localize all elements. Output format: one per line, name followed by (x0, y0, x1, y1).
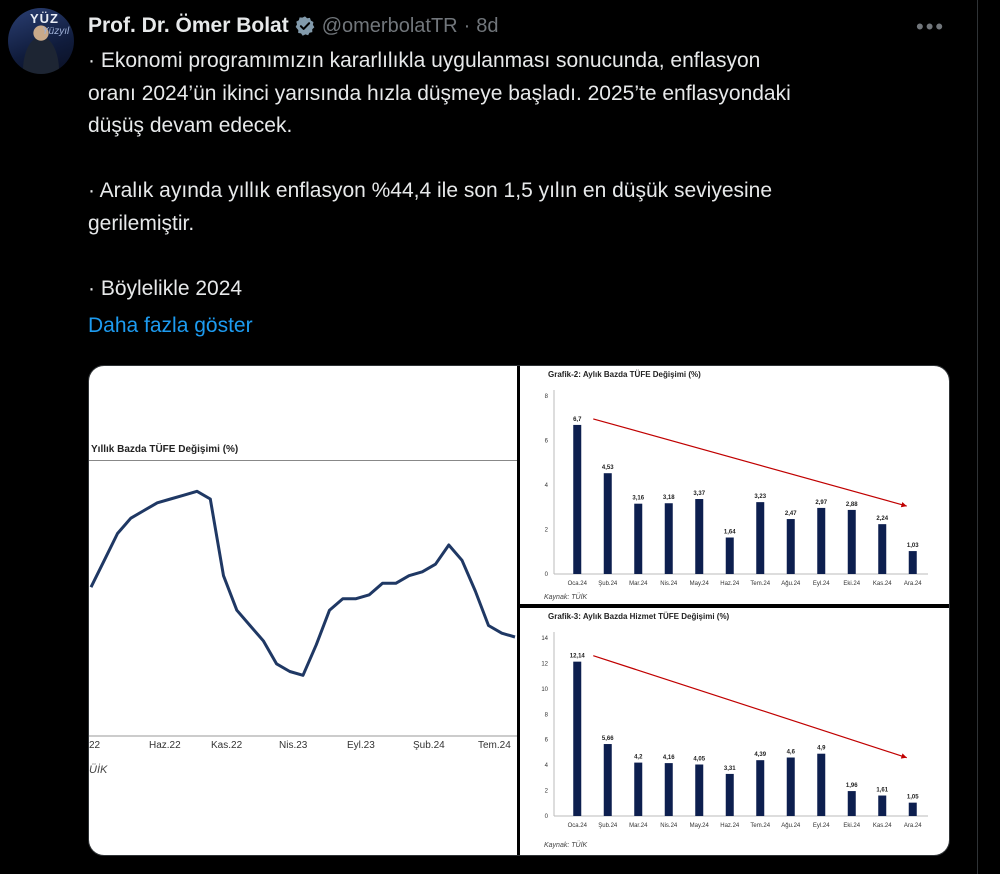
x-tick-label: Eki.24 (843, 823, 861, 829)
bar (695, 765, 703, 816)
x-tick-label: Eki.24 (843, 581, 861, 587)
trend-arrow (593, 419, 907, 506)
tweet-line: · Aralık ayında yıllık enflasyon %44,4 ile son 1,5 yılın en düşük seviyesine (88, 179, 773, 202)
tweet-header (88, 12, 499, 40)
chart-source: ÜİK (89, 764, 108, 776)
bar (665, 503, 673, 574)
tweet-text (88, 45, 958, 305)
x-tick-label: Nis.24 (660, 823, 678, 829)
x-tick-label: Eyl.23 (347, 740, 375, 751)
x-tick-label: Haz.22 (149, 740, 181, 751)
bar (665, 763, 673, 816)
avatar[interactable] (8, 8, 74, 74)
chart-title: Grafik-3: Aylık Bazda Hizmet TÜFE Değişimi (%) (548, 612, 730, 621)
x-tick-label: Ağu.24 (781, 581, 801, 587)
line-chart (89, 466, 517, 806)
tweet-line: · Ekonomi programımızın kararlılıkla uygulanması sonucunda, enflasyon (88, 49, 761, 72)
avatar-text: YÜZ (30, 11, 59, 26)
x-tick-label: Tem.24 (750, 823, 771, 829)
data-label: 4,39 (754, 752, 767, 759)
x-tick-label: Ağu.24 (781, 823, 801, 829)
trend-arrow (593, 656, 907, 758)
series-line (91, 491, 515, 675)
x-tick-label: 22 (89, 740, 101, 751)
timeline-divider (977, 0, 978, 874)
bar (787, 758, 795, 816)
bar (787, 519, 795, 574)
bar (817, 754, 825, 816)
y-tick-label: 8 (544, 712, 548, 719)
data-label: 2,24 (876, 516, 889, 523)
paragraph-gap (88, 240, 958, 273)
tweet-line: düşüş devam edecek. (88, 114, 293, 137)
x-tick-label: Ara.24 (903, 581, 922, 587)
x-tick-label: Kas.22 (211, 740, 243, 751)
y-tick-label: 6 (544, 438, 548, 445)
x-tick-label: Eyl.24 (812, 581, 830, 587)
bar (726, 774, 734, 816)
x-tick-label: Haz.24 (720, 581, 740, 587)
x-tick-label: May.24 (689, 823, 709, 829)
tweet-media[interactable] (88, 365, 950, 856)
annual-cpi-chart-panel[interactable] (89, 366, 517, 855)
bar (695, 499, 703, 574)
title-rule (89, 460, 517, 461)
x-tick-label: Tem.24 (478, 740, 511, 751)
bar (909, 551, 917, 574)
paragraph-gap (88, 143, 958, 176)
tweet-line: oranı 2024’ün ikinci yarısında hızla düşmeye başladı. 2025’te enflasyondaki (88, 81, 791, 105)
data-label: 3,37 (693, 491, 706, 498)
bar-chart (520, 620, 949, 842)
y-tick-label: 2 (544, 788, 548, 795)
data-label: 4,9 (817, 745, 826, 752)
x-tick-label: Nis.24 (660, 581, 678, 587)
bar (848, 791, 856, 816)
y-tick-label: 4 (544, 483, 548, 489)
x-tick-label: Ara.24 (903, 823, 922, 829)
y-tick-label: 12 (541, 661, 548, 668)
bar (604, 744, 612, 816)
x-tick-label: Nis.23 (279, 740, 308, 751)
data-label: 4,6 (786, 749, 795, 756)
chart-source: Kaynak: TÜİK (544, 842, 588, 849)
x-tick-label: Şub.24 (413, 740, 445, 751)
bar (817, 508, 825, 574)
tweet-timestamp[interactable]: 8d (476, 14, 499, 37)
data-label: 5,66 (601, 736, 614, 743)
bar (604, 473, 612, 574)
trend-arrowhead (901, 502, 907, 507)
x-tick-label: May.24 (689, 581, 709, 587)
data-label: 6,7 (573, 416, 582, 423)
data-label: 2,47 (784, 511, 797, 518)
x-tick-label: Haz.24 (720, 823, 740, 829)
tweet-line: · Böylelikle 2024 (88, 276, 243, 300)
x-tick-label: Kas.24 (872, 823, 892, 829)
author-name[interactable]: Prof. Dr. Ömer Bolat (88, 14, 289, 37)
data-label: 4,2 (634, 754, 643, 761)
y-tick-label: 10 (541, 686, 548, 693)
verified-badge-icon[interactable] (294, 15, 316, 37)
monthly-services-cpi-chart-panel[interactable] (520, 608, 949, 855)
avatar-subtext: Yüzyıl (42, 26, 70, 37)
data-label: 1,03 (906, 543, 919, 550)
author-handle[interactable]: @omerbolatTR (321, 14, 458, 37)
tweet-line: gerilemiştir. (88, 211, 195, 235)
y-tick-label: 14 (541, 636, 548, 642)
data-label: 3,31 (723, 765, 736, 772)
data-label: 3,18 (662, 495, 675, 502)
bar (634, 763, 642, 816)
x-tick-label: Şub.24 (598, 823, 618, 829)
bar (848, 510, 856, 574)
x-tick-label: Şub.24 (598, 581, 618, 587)
x-tick-label: Mar.24 (629, 581, 648, 587)
bar (909, 803, 917, 816)
chart-source: Kaynak: TÜİK (544, 594, 588, 601)
bar (573, 662, 581, 816)
bar (878, 524, 886, 574)
data-label: 1,64 (723, 529, 736, 536)
bar (756, 502, 764, 574)
separator-dot: · (463, 14, 471, 37)
data-label: 2,97 (815, 499, 828, 506)
data-label: 1,05 (906, 794, 919, 801)
y-tick-label: 8 (544, 394, 548, 400)
show-more-link[interactable]: Daha fazla göster (88, 314, 253, 337)
data-label: 1,61 (876, 787, 889, 794)
data-label: 4,05 (693, 756, 706, 763)
y-tick-label: 4 (544, 763, 548, 770)
x-tick-label: Oca.24 (567, 581, 587, 587)
bar-chart (520, 378, 949, 600)
bar (878, 796, 886, 816)
y-tick-label: 0 (544, 572, 548, 578)
chart-title: Grafik-2: Aylık Bazda TÜFE Değişimi (%) (548, 370, 701, 379)
data-label: 3,16 (632, 495, 645, 502)
more-horizontal-icon[interactable]: ••• (916, 14, 946, 39)
x-tick-label: Tem.24 (750, 581, 771, 587)
data-label: 4,53 (601, 465, 614, 472)
x-tick-label: Mar.24 (629, 823, 648, 829)
y-tick-label: 2 (544, 527, 548, 534)
data-label: 2,88 (845, 501, 858, 508)
data-label: 1,96 (845, 783, 858, 790)
bar (573, 425, 581, 574)
y-tick-label: 6 (544, 737, 548, 744)
x-tick-label: Kas.24 (872, 581, 892, 587)
monthly-cpi-chart-panel[interactable] (520, 366, 949, 604)
x-tick-label: Oca.24 (567, 823, 587, 829)
data-label: 3,23 (754, 494, 767, 501)
x-tick-label: Eyl.24 (812, 823, 830, 829)
data-label: 4,16 (662, 755, 675, 762)
bar (634, 504, 642, 574)
y-tick-label: 0 (544, 814, 548, 820)
bar (756, 760, 764, 816)
bar (726, 538, 734, 574)
chart-title: Yıllık Bazda TÜFE Değişimi (%) (91, 444, 239, 455)
data-label: 12,14 (569, 653, 585, 660)
